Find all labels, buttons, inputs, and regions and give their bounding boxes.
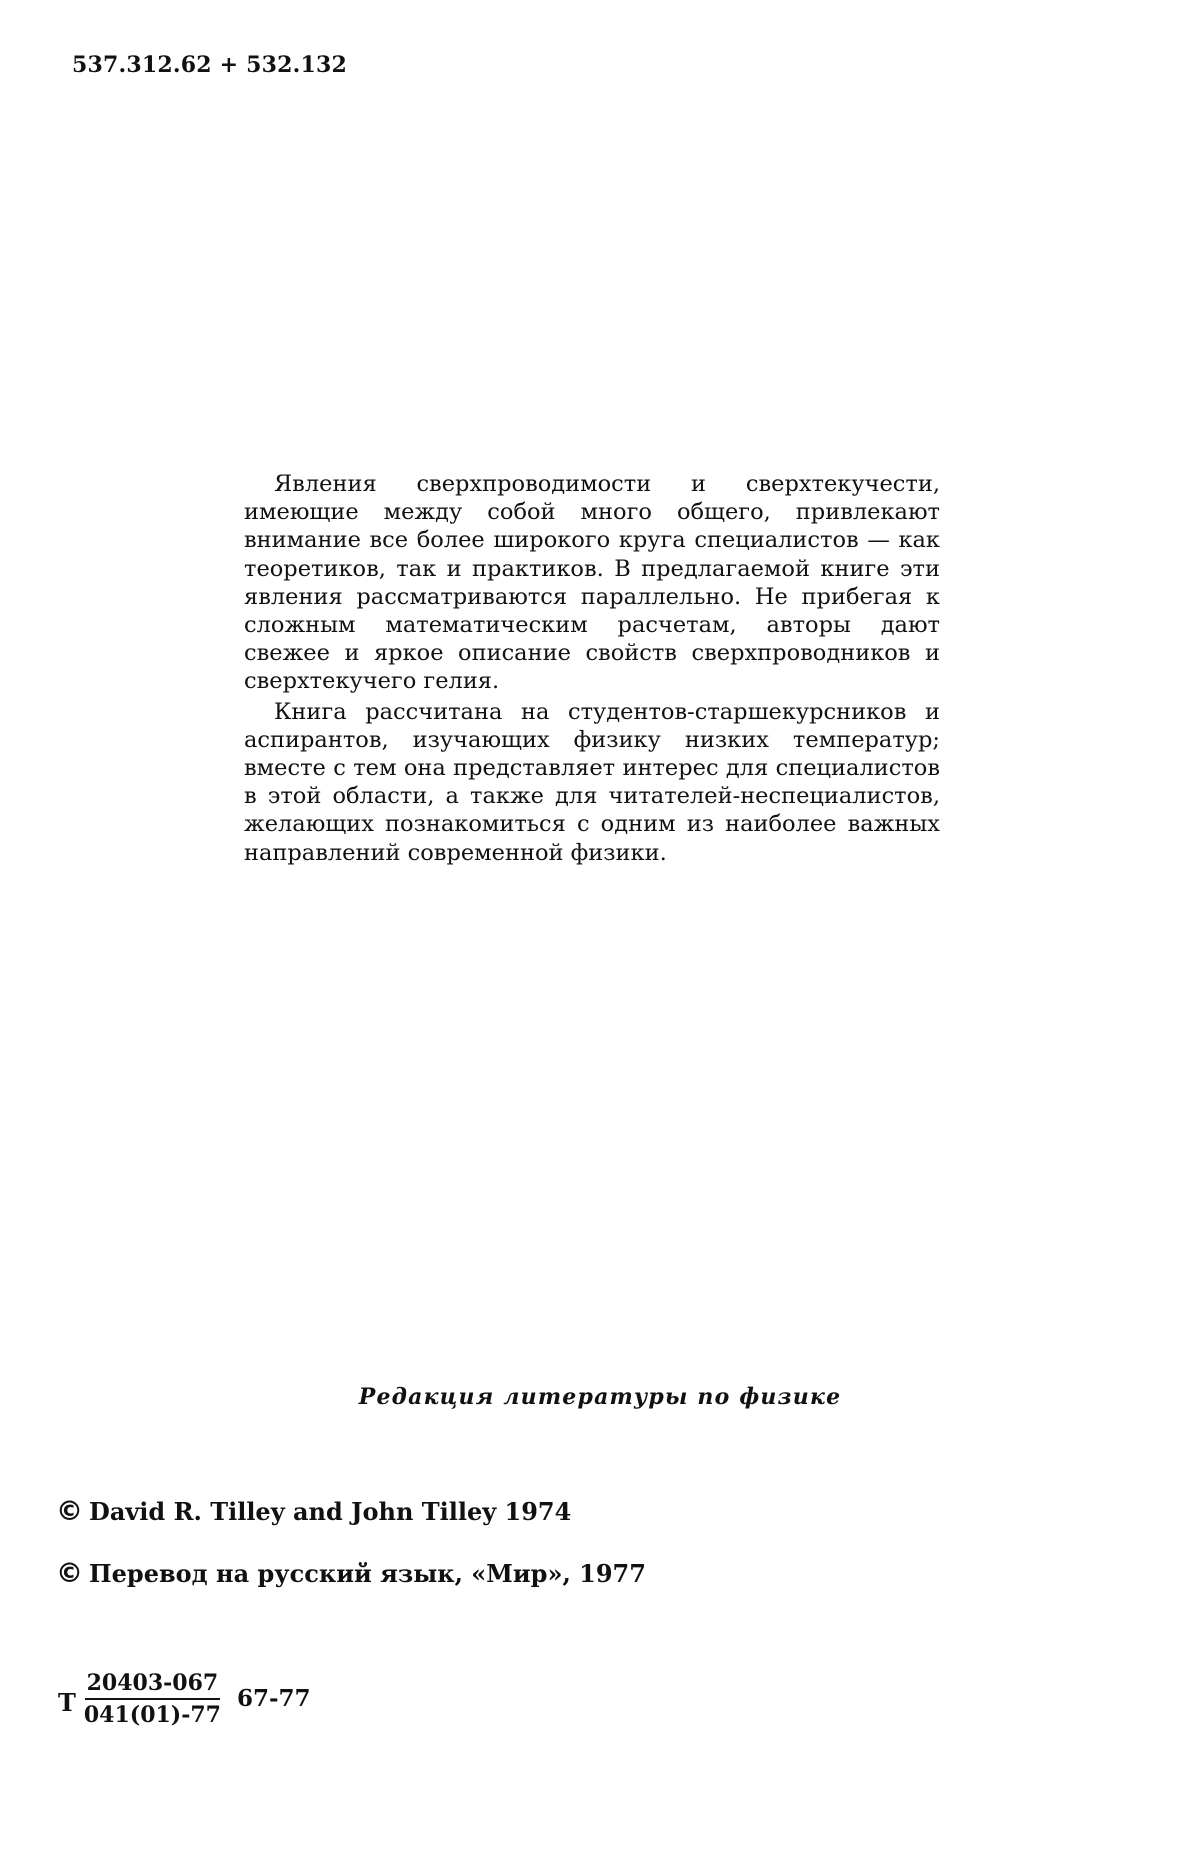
copyright-original-text: David R. Tilley and John Tilley 1974 bbox=[89, 1497, 572, 1526]
copyright-translation-text: Перевод на русский язык, «Мир», 1977 bbox=[89, 1559, 646, 1588]
abstract-paragraph-2: Книга рассчитана на студентов-старшекурсников и аспирантов, изучающих физику низких температур; вместе с тем она представляет интерес для специалистов в этой области, а также для читателей-неспециалистов, желающих познакомиться с одним из наиболее важных направлений современной физики. bbox=[244, 698, 940, 866]
book-abstract bbox=[244, 470, 940, 867]
catalog-fraction bbox=[82, 1668, 223, 1730]
catalog-numerator: 20403-067 bbox=[85, 1668, 221, 1700]
catalog-denominator: 041(01)-77 bbox=[83, 1702, 221, 1728]
catalog-code: 67-77 bbox=[236, 1684, 311, 1712]
copyright-translation bbox=[56, 1558, 646, 1589]
copyright-icon: © bbox=[56, 1496, 83, 1527]
editorial-note: Редакция литературы по физике bbox=[358, 1384, 842, 1410]
catalog-index bbox=[58, 1668, 311, 1730]
catalog-letter: Т bbox=[58, 1687, 76, 1717]
copyright-original bbox=[56, 1496, 571, 1527]
abstract-paragraph-1: Явления сверхпроводимости и сверхтекучести, имеющие между собой много общего, привлекают внимание все более широкого круга специалистов — как теоретиков, так и практиков. В предлагаемой книге эти явления рассматриваются параллельно. Не прибегая к сложным математическим расчетам, авторы дают свежее и яркое описание свойств сверхпроводников и сверхтекучего гелия. bbox=[244, 471, 940, 695]
copyright-icon: © bbox=[56, 1558, 83, 1589]
udc-classification: 537.312.62 + 532.132 bbox=[72, 52, 348, 78]
